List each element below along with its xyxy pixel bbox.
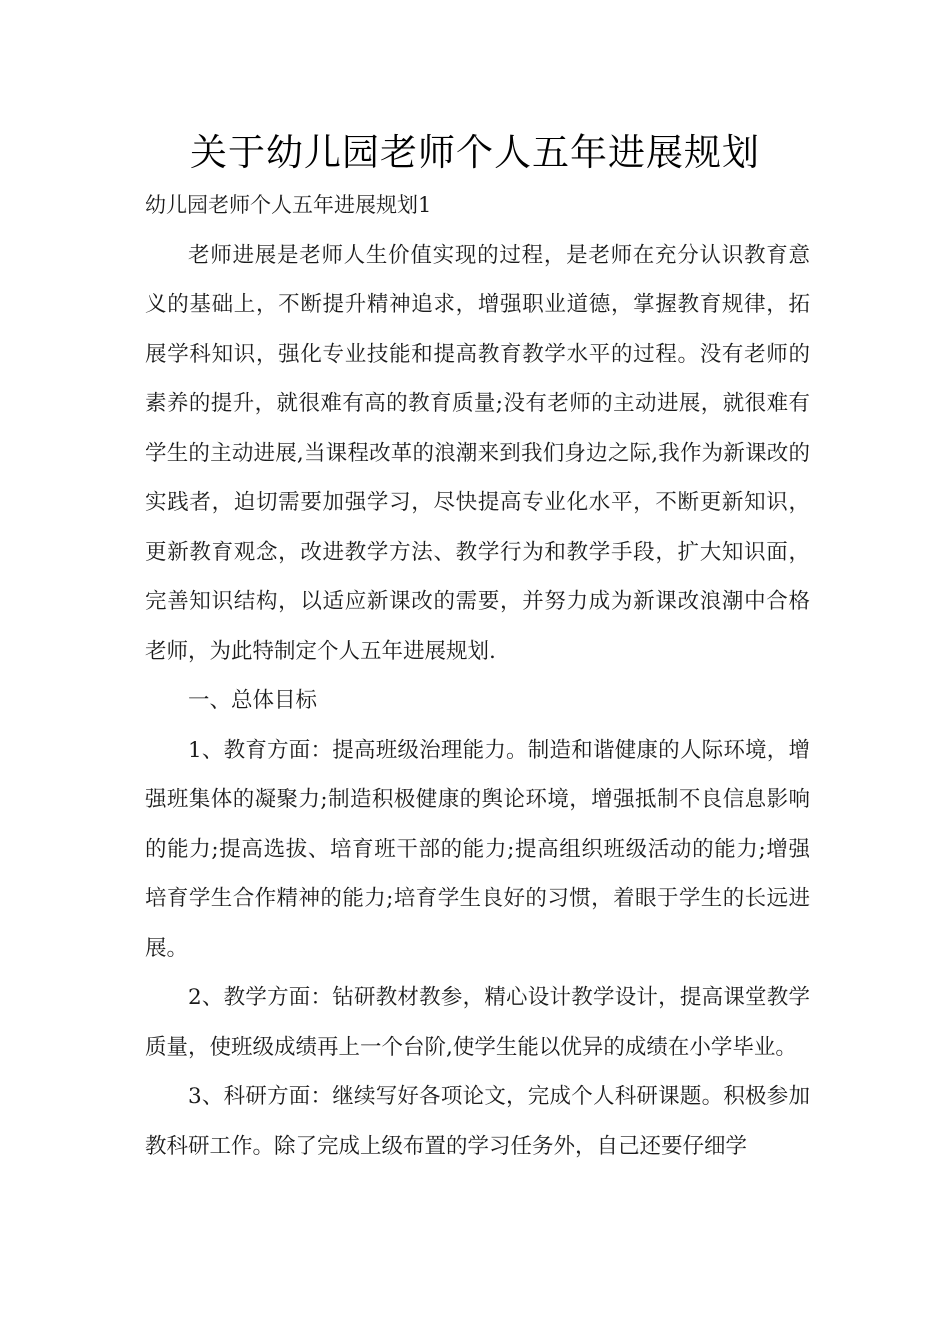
goal-paragraph-education: 1、教育方面：提高班级治理能力。制造和谐健康的人际环境，增强班集体的凝聚力;制造积极健康的舆论环境，增强抵制不良信息影响的能力;提高选拔、培育班干部的能力;提高组织班级活动的能力;增强培育学生合作精神的能力;培育学生良好的习惯，着眼于学生的长远进展。 [145,737,810,961]
intro-paragraph: 老师进展是老师人生价值实现的过程，是老师在充分认识教育意义的基础上，不断提升精神追求，增强职业道德，掌握教育规律，拓展学科知识，强化专业技能和提高教育教学水平的过程。没有老师的素养的提升，就很难有高的教育质量;没有老师的主动进展，就很难有学生的主动进展,当课程改革的浪潮来到我们身边之际,我作为新课改的实践者，迫切需要加强学习，尽快提高专业化水平，不断更新知识，更新教育观念，改进教学方法、教学行为和教学手段，扩大知识面，完善知识结构，以适应新课改的需要，并努力成为新课改浪潮中合格老师，为此特制定个人五年进展规划. [145,242,810,664]
section-heading-overall-goals: 一、总体目标 [188,688,318,713]
goal-paragraph-research: 3、科研方面：继续写好各项论文，完成个人科研课题。积极参加教科研工作。除了完成上级布置的学习任务外，自己还要仔细学 [145,1084,810,1159]
goal-paragraph-teaching: 2、教学方面：钻研教材教参，精心设计教学设计，提高课堂教学质量，使班级成绩再上一个台阶,使学生能以优异的成绩在小学毕业。 [145,985,810,1060]
document-body [145,181,810,1171]
document-title: 关于幼儿园老师个人五年进展规划 [190,131,760,174]
section-subtitle: 幼儿园老师个人五年进展规划1 [145,193,432,217]
